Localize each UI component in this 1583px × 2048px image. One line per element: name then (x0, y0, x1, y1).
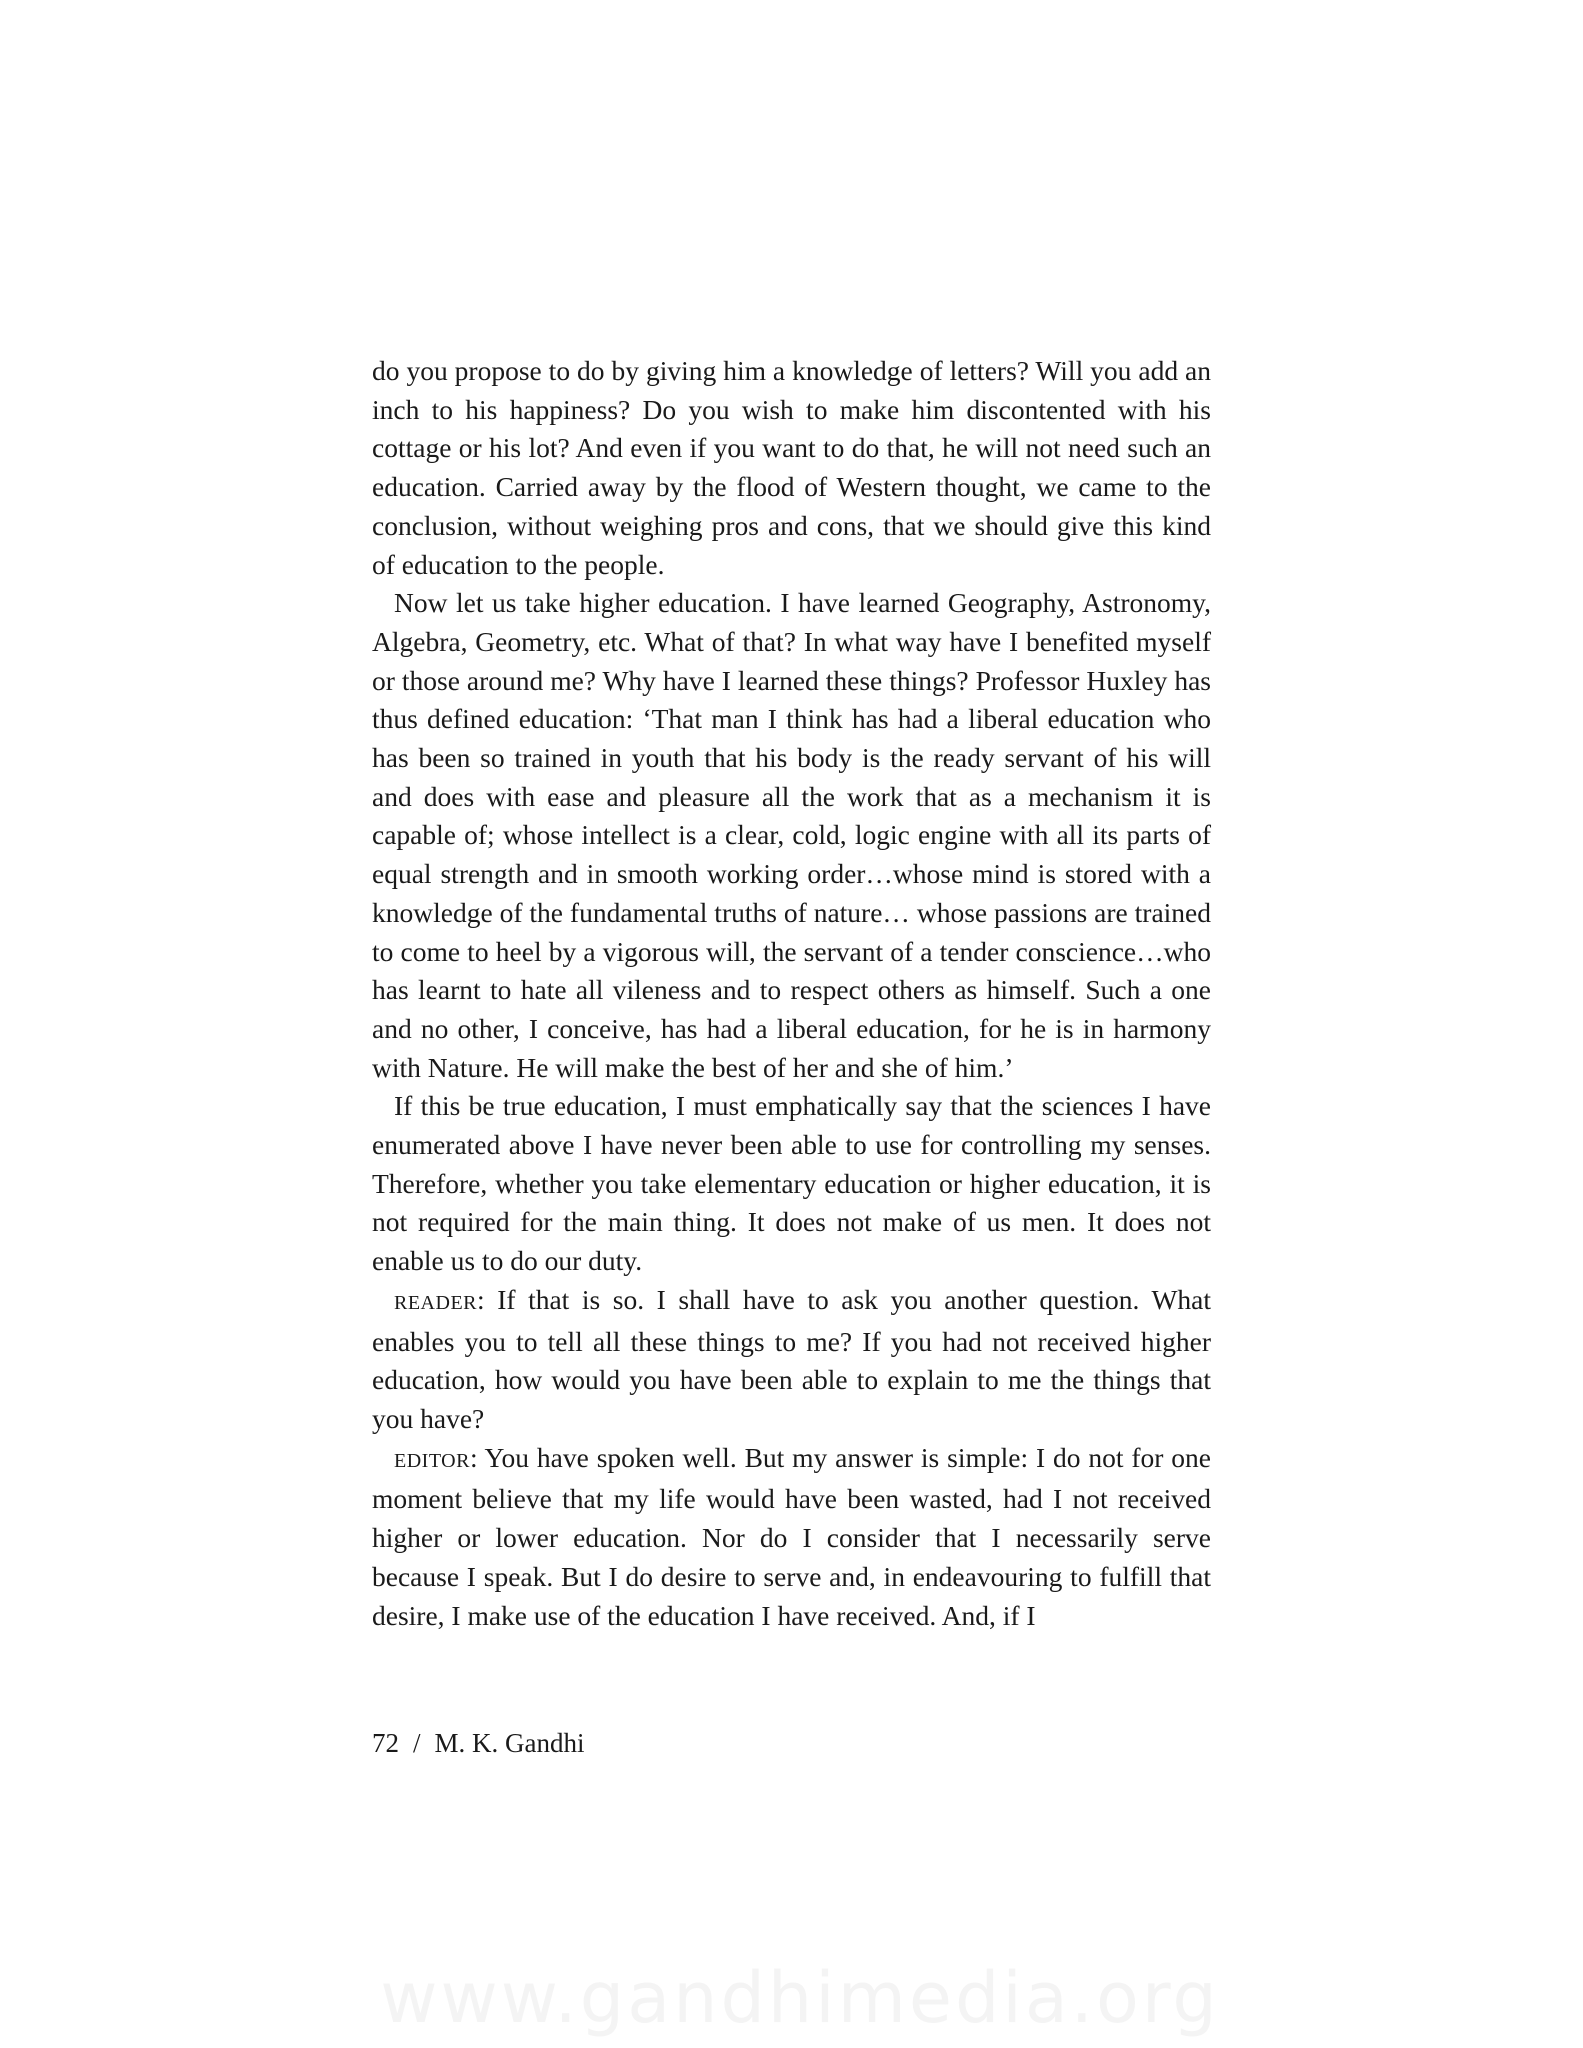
paragraph-text: Now let us take higher education. I have learned Geography, Astronomy, Algebra, Geometry, etc. What of that? In what way have I benefited myself or those around me? Why have I learned these things? Professor Huxley has thus defined education: ‘That man I think has had a liberal education who has been so trained in youth that his body is the ready servant of his will and does with ease and pleasure all the work that as a mechanism it is capable of; whose intellect is a clear, cold, logic engine with all its parts of equal strength and in smooth working order…whose mind is stored with a knowledge of the fundamental truths of nature… whose passions are trained to come to heel by a vigorous will, the servant of a tender conscience…who has learnt to hate all vileness and to respect others as himself. Such a one and no other, I conceive, has had a liberal education, for he is in harmony with Nature. He will make the best of her and she of him.’ (372, 587, 1211, 1083)
paragraph-1 (372, 352, 1211, 584)
speaker-reader: READER (394, 1291, 477, 1314)
paragraph-5-editor (372, 1439, 1211, 1636)
paragraph-3 (372, 1087, 1211, 1281)
footer-author: M. K. Gandhi (434, 1728, 585, 1758)
page-footer (372, 1726, 585, 1760)
paragraph-text: do you propose to do by giving him a knowledge of letters? Will you add an inch to his happiness? Do you wish to make him discontented with his cottage or his lot? And even if you want to do that, he will not need such an education. Carried away by the flood of Western thought, we came to the conclusion, without weighing pros and cons, that we should give this kind of education to the people. (372, 355, 1211, 580)
speaker-editor: EDITOR (394, 1449, 470, 1472)
paragraph-2 (372, 584, 1211, 1087)
paragraph-4-reader (372, 1281, 1211, 1439)
paragraph-text: : You have spoken well. But my answer is simple: I do not for one moment believe that my life would have been wasted, had I not received higher or lower education. Nor do I consider that I necessarily serve because I speak. But I do desire to serve and, in endeavouring to fulfill that desire, I make use of the education I have received. And, if I (372, 1441, 1211, 1631)
paragraph-text: If this be true education, I must emphatically say that the sciences I have enumerated above I have never been able to use for controlling my senses. Therefore, whether you take elementary education or higher education, it is not required for the main thing. It does not make of us men. It does not enable us to do our duty. (372, 1090, 1211, 1277)
footer-separator: / (413, 1728, 421, 1758)
paragraph-text: : If that is so. I shall have to ask you another question. What enables you to tell all these things to me? If you had not received higher education, how would you have been able to explain to me the things that you have? (372, 1283, 1211, 1434)
page-number: 72 (372, 1728, 399, 1758)
page-body (372, 352, 1211, 1635)
watermark: www.gandhimedia.org (380, 1957, 1220, 2039)
